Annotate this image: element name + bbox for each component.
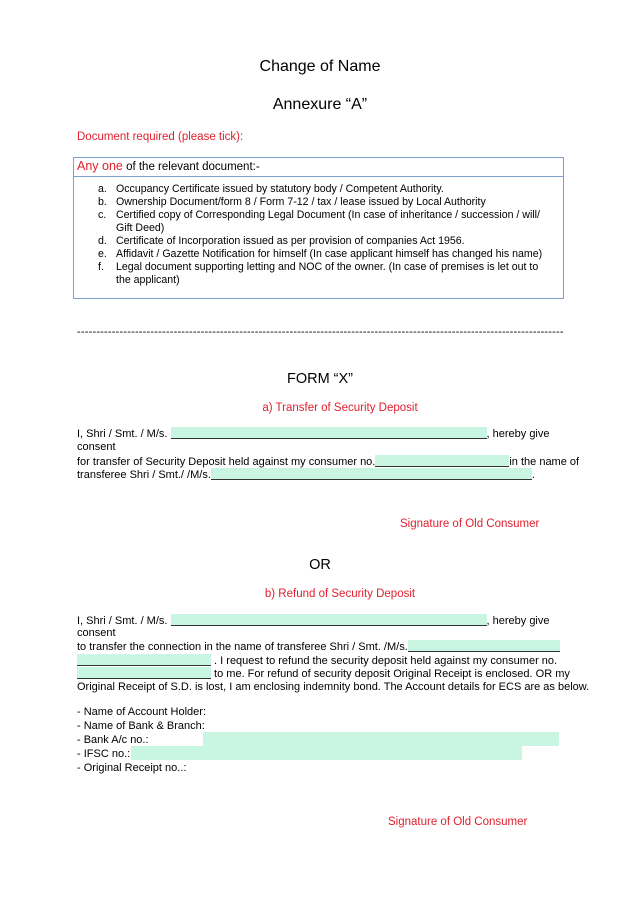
section-b-consent: consent [77,627,116,639]
document-title: Change of Name [259,58,381,75]
transferee-name-continued-field[interactable] [77,654,211,666]
hereby-give-label: , hereby give [486,615,550,627]
receipt-enclosed-label: to me. For refund of security deposit Original Receipt is enclosed. OR my [211,668,570,680]
old-consumer-name-field[interactable] [171,614,487,626]
document-required-label: Document required (please tick): [77,131,244,143]
old-consumer-name-field[interactable] [171,427,487,439]
list-item[interactable] [82,248,546,261]
list-marker: f. [98,261,104,273]
in-the-name-of-label: in the name of [509,456,580,468]
list-item-text: Certified copy of Corresponding Legal Document (In case of inheritance / succession / will/ Gift Deed) [116,209,540,234]
account-holder-label: - Name of Account Holder: [77,706,207,718]
list-marker: e. [98,248,107,260]
section-b-line3 [77,640,560,653]
section-a-line3 [77,455,579,468]
section-b-line5 [77,667,570,680]
document-list-box [73,157,564,299]
transferee-name-field[interactable] [211,468,532,480]
list-marker: a. [98,183,107,195]
annexure-title: Annexure “A” [272,96,368,113]
section-a-heading: a) Transfer of Security Deposit [262,402,418,414]
bank-account-label: - Bank A/c no.: [77,734,149,746]
transfer-connection-label: to transfer the connection in the name of transferee Shri / Smt. /M/s. [77,641,408,653]
consumer-no-field[interactable] [77,667,211,679]
list-marker: b. [98,196,107,208]
relevant-document-label: of the relevant document:- [122,161,260,173]
section-b-line1 [77,614,550,627]
transferee-label: transferee Shri / Smt./ /M/s. [77,469,211,481]
list-item-text: Certificate of Incorporation issued as per provision of companies Act 1956. [116,235,465,247]
section-a-consent: consent [77,441,116,453]
document-list [82,183,546,287]
original-receipt-label: - Original Receipt no..: [77,762,187,774]
list-item[interactable] [82,235,546,248]
box-divider [74,176,563,177]
any-one-label: Any one [77,159,123,173]
bank-account-field[interactable] [203,732,559,746]
period-label: . [531,469,535,481]
section-b-heading: b) Refund of Security Deposit [264,588,416,600]
ifsc-label: - IFSC no.: [77,748,131,760]
list-item[interactable] [82,209,546,235]
name-prefix-label: I, Shri / Smt. / M/s. [77,428,171,440]
consumer-no-field[interactable] [375,455,509,467]
refund-request-label: . I request to refund the security deposit held against my consumer no. [211,655,558,667]
list-item-text: Legal document supporting letting and NOC of the owner. (In case of premises is let out to the applicant) [116,261,539,286]
section-b-line6: Original Receipt of S.D. is lost, I am enclosing indemnity bond. The Account details for ECS are as below. [77,681,590,693]
list-marker: d. [98,235,107,247]
consumer-no-label: for transfer of Security Deposit held against my consumer no. [77,456,376,468]
list-item[interactable] [82,261,546,287]
list-item-text: Affidavit / Gazette Notification for himself (In case applicant himself has changed his name) [116,248,543,260]
hereby-give-label: , hereby give [486,428,550,440]
signature-old-consumer-b: Signature of Old Consumer [388,816,528,828]
dashed-separator: ------------------------------------------------------------------------------------------------------------------------------ [77,326,564,338]
list-item-text: Occupancy Certificate issued by statutory body / Competent Authority. [116,183,444,195]
section-b-line4 [77,654,557,667]
signature-old-consumer-a: Signature of Old Consumer [400,518,540,530]
form-title: FORM “X” [286,371,354,387]
section-a-line4 [77,468,535,481]
list-item[interactable] [82,196,546,209]
list-item[interactable] [82,183,546,196]
bank-branch-label: - Name of Bank & Branch: [77,720,205,732]
section-a-line1 [77,427,550,440]
ifsc-field[interactable] [131,746,522,760]
name-prefix-label: I, Shri / Smt. / M/s. [77,615,171,627]
list-item-text: Ownership Document/form 8 / Form 7-12 / tax / lease issued by Local Authority [116,196,486,208]
document-box-heading [77,159,260,173]
list-marker: c. [98,209,107,221]
transferee-name-field[interactable] [408,640,560,652]
or-separator: OR [309,557,331,573]
